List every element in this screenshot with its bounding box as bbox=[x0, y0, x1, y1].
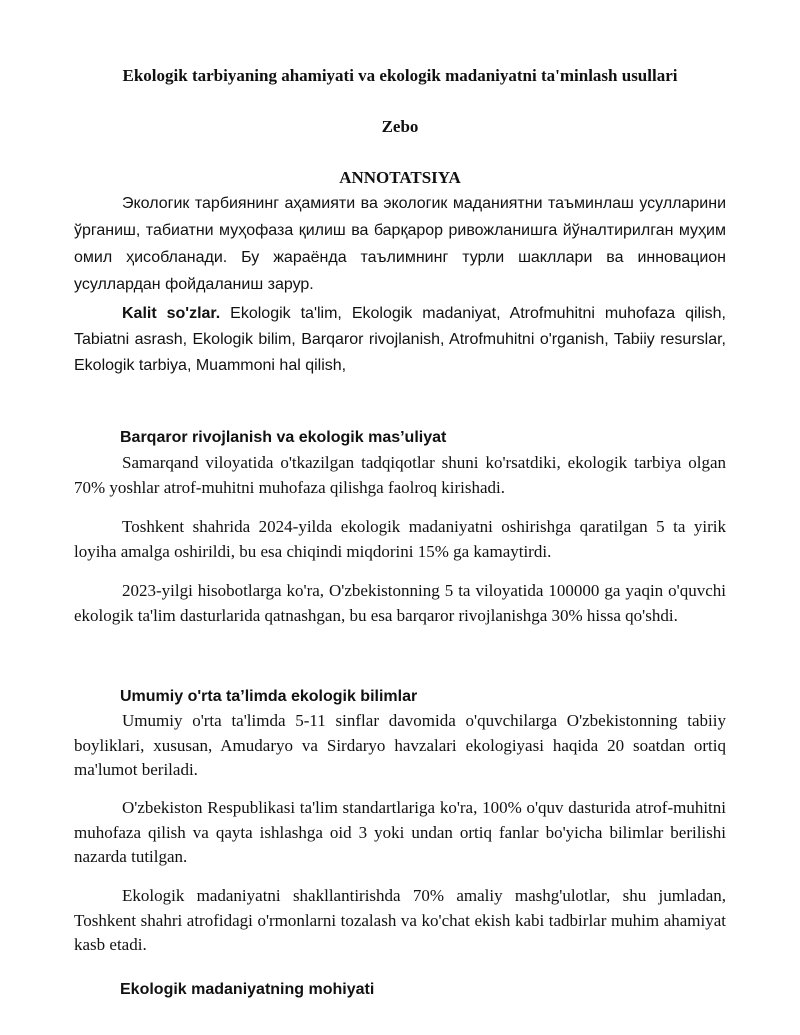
section-heading-ecological-culture: Ekologik madaniyatning mohiyati bbox=[120, 981, 375, 998]
keywords-label: Kalit so'zlar. bbox=[122, 305, 221, 322]
section1-paragraph: 2023-yilgi hisobotlarga ko'ra, O'zbekistonning 5 ta viloyatida 100000 ga yaqin o'quvchi ekologik ta'lim dasturlarida qatnashgan, bu esa barqaror rivojlanishga 30% hissa qo'shdi. bbox=[74, 581, 726, 625]
annotation-heading: ANNOTATSIYA bbox=[339, 168, 461, 187]
author-name: Zebo bbox=[381, 117, 419, 136]
keywords-text: Ekologik ta'lim, Ekologik madaniyat, Atrofmuhitni muhofaza qilish, Tabiatni asrash, Ekologik bilim, Barqaror rivojlanish, Atrofmuhitni o'rganish, Tabiiy resurslar, Ekologik tarbiya, Muammoni hal qilish, bbox=[74, 305, 726, 374]
section-heading-general-education: Umumiy o'rta ta’limda ekologik bilimlar bbox=[120, 688, 418, 705]
section1-paragraph: Samarqand viloyatida o'tkazilgan tadqiqotlar shuni ko'rsatdiki, ekologik tarbiya olgan 70% yoshlar atrof-muhitni muhofaza qilishga faolroq kirishadi. bbox=[74, 453, 726, 497]
section1-paragraph: Toshkent shahrida 2024-yilda ekologik madaniyatni oshirishga qaratilgan 5 ta yirik loyiha amalga oshirildi, bu esa chiqindi miqdorini 15% ga kamaytirdi. bbox=[74, 517, 726, 561]
section2-paragraph: Ekologik madaniyatni shakllantirishda 70% amaliy mashg'ulotlar, shu jumladan, Toshkent shahri atrofidagi o'rmonlarni tozalash va ko'chat ekish kabi tadbirlar muhim ahamiyat kasb etadi. bbox=[74, 886, 726, 954]
section2-paragraph: Umumiy o'rta ta'limda 5-11 sinflar davomida o'quvchilarga O'zbekistonning tabiiy boyliklari, xususan, Amudaryo va Sirdaryo havzalari ekologiyasi haqida 20 soatdan ortiq ma'lumot beriladi. bbox=[74, 711, 726, 779]
keywords-paragraph bbox=[74, 301, 726, 379]
section-heading-sustainable-development: Barqaror rivojlanish va ekologik mas’uliyat bbox=[120, 429, 447, 446]
annotation-text: Экологик тарбиянинг аҳамияти ва экологик маданиятни таъминлаш усулларини ўрганиш, табиатни муҳофаза қилиш ва барқарор ривожланишга йўналтирилган муҳим омил ҳисобланади. Бу жараёнда таълимнинг турли шакллари ва инновацион усуллардан фойдаланиш зарур. bbox=[74, 195, 726, 293]
document-title: Ekologik tarbiyaning ahamiyati va ekologik madaniyatni ta'minlash usullari bbox=[122, 66, 678, 85]
section2-paragraph: O'zbekiston Respublikasi ta'lim standartlariga ko'ra, 100% o'quv dasturida atrof-muhitni muhofaza qilish va qayta ishlashga oid 3 yoki undan ortiq fanlar bo'yicha bilimlar berilishi nazarda tutilgan. bbox=[74, 798, 726, 866]
